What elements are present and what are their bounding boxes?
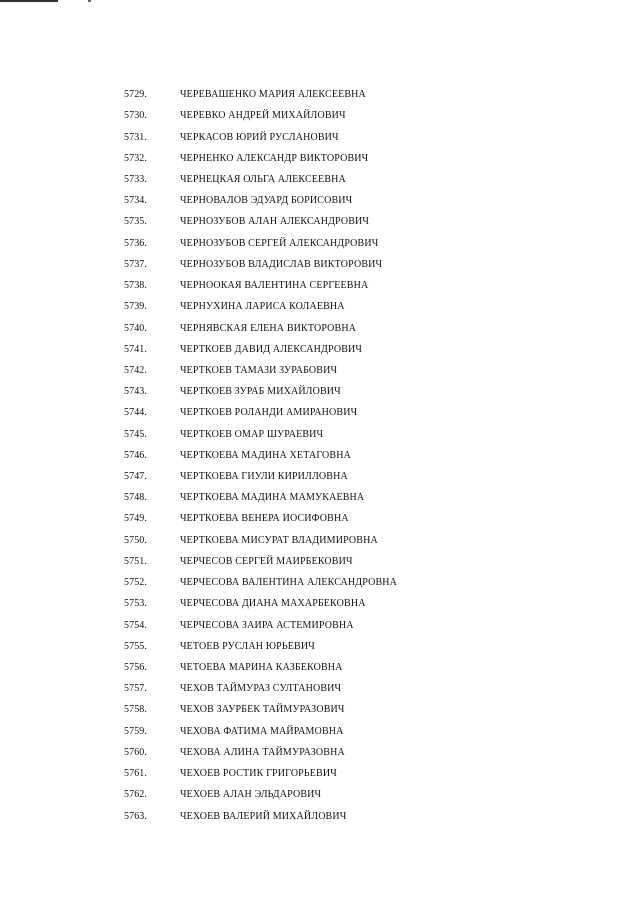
entry-name: ЧЕРНООКАЯ ВАЛЕНТИНА СЕРГЕЕВНА [180, 280, 369, 292]
entry-number: 5751. [124, 555, 147, 567]
entry-number: 5763. [124, 810, 147, 822]
list-item [124, 593, 544, 614]
list-item [124, 466, 544, 487]
list-item [124, 572, 544, 593]
entry-number: 5740. [124, 322, 147, 334]
list-item [124, 784, 544, 805]
entry-number: 5755. [124, 640, 147, 652]
list-item [124, 105, 544, 126]
entry-name: ЧЕХОВ ТАЙМУРАЗ СУЛТАНОВИЧ [180, 683, 342, 695]
entry-name: ЧЕРЕВАШЕНКО МАРИЯ АЛЕКСЕЕВНА [180, 89, 366, 101]
list-item [124, 148, 544, 169]
list-item [124, 211, 544, 232]
list-item [124, 381, 544, 402]
entry-number: 5747. [124, 471, 147, 483]
entry-number: 5739. [124, 301, 147, 313]
entry-number: 5745. [124, 428, 147, 440]
entry-name: ЧЕРЧЕСОВА ДИАНА МАХАРБЕКОВНА [180, 598, 366, 610]
entry-name: ЧЕРЧЕСОВ СЕРГЕЙ МАИРБЕКОВИЧ [180, 555, 353, 567]
scan-edge-mark [0, 0, 58, 2]
entry-number: 5753. [124, 598, 147, 610]
list-item [124, 721, 544, 742]
entry-name: ЧЕРТКОЕВ ЗУРАБ МИХАЙЛОВИЧ [180, 386, 341, 398]
entry-name: ЧЕРНЕНКО АЛЕКСАНДР ВИКТОРОВИЧ [180, 152, 369, 164]
entry-number: 5735. [124, 216, 147, 228]
list-item [124, 424, 544, 445]
entry-number: 5761. [124, 768, 147, 780]
entry-number: 5742. [124, 364, 147, 376]
list-item [124, 169, 544, 190]
entry-number: 5750. [124, 534, 147, 546]
list-item [124, 551, 544, 572]
entry-name: ЧЕРТКОЕВ ТАМАЗИ ЗУРАБОВИЧ [180, 364, 338, 376]
list-item [124, 614, 544, 635]
list-item [124, 233, 544, 254]
entry-number: 5759. [124, 725, 147, 737]
entry-number: 5757. [124, 683, 147, 695]
entry-name: ЧЕРТКОЕВ ОМАР ШУРАЕВИЧ [180, 428, 324, 440]
list-item [124, 805, 544, 826]
entry-name: ЧЕРКАСОВ ЮРИЙ РУСЛАНОВИЧ [180, 131, 339, 143]
list-item [124, 254, 544, 275]
entry-name: ЧЕРНОЗУБОВ СЕРГЕЙ АЛЕКСАНДРОВИЧ [180, 237, 379, 249]
list-item [124, 360, 544, 381]
entry-number: 5758. [124, 704, 147, 716]
entry-number: 5756. [124, 662, 147, 674]
list-item [124, 678, 544, 699]
list-item [124, 339, 544, 360]
list-item [124, 657, 544, 678]
entry-name: ЧЕХОЕВ АЛАН ЭЛЬДАРОВИЧ [180, 789, 322, 801]
entry-number: 5732. [124, 152, 147, 164]
entry-name: ЧЕРТКОЕВ РОЛАНДИ АМИРАНОВИЧ [180, 407, 358, 419]
entry-name: ЧЕРЧЕСОВА ЗАИРА АСТЕМИРОВНА [180, 619, 354, 631]
entry-name: ЧЕРТКОЕВА ГИУЛИ КИРИЛЛОВНА [180, 471, 348, 483]
entry-number: 5734. [124, 195, 147, 207]
list-item [124, 487, 544, 508]
list-item [124, 445, 544, 466]
entry-name: ЧЕРЕВКО АНДРЕЙ МИХАЙЛОВИЧ [180, 110, 346, 122]
list-item [124, 296, 544, 317]
entry-name: ЧЕРНОЗУБОВ ВЛАДИСЛАВ ВИКТОРОВИЧ [180, 258, 383, 270]
entry-number: 5754. [124, 619, 147, 631]
list-item [124, 126, 544, 147]
entry-name: ЧЕРТКОЕВА МИСУРАТ ВЛАДИМИРОВНА [180, 534, 378, 546]
entry-name: ЧЕРНОВАЛОВ ЭДУАРД БОРИСОВИЧ [180, 195, 353, 207]
entry-name: ЧЕТОЕВА МАРИНА КАЗБЕКОВНА [180, 662, 343, 674]
scan-dot-mark [88, 0, 91, 2]
entry-number: 5746. [124, 449, 147, 461]
list-item [124, 508, 544, 529]
entry-number: 5748. [124, 492, 147, 504]
list-item [124, 742, 544, 763]
entry-name: ЧЕРНЯВСКАЯ ЕЛЕНА ВИКТОРОВНА [180, 322, 357, 334]
entry-number: 5733. [124, 173, 147, 185]
list-item [124, 190, 544, 211]
list-item [124, 530, 544, 551]
entry-number: 5762. [124, 789, 147, 801]
entry-number: 5737. [124, 258, 147, 270]
entry-name: ЧЕХОВА АЛИНА ТАЙМУРАЗОВНА [180, 746, 345, 758]
entry-number: 5730. [124, 110, 147, 122]
entry-number: 5743. [124, 386, 147, 398]
list-item [124, 636, 544, 657]
entry-name: ЧЕРТКОЕВА МАДИНА ХЕТАГОВНА [180, 449, 351, 461]
entry-name: ЧЕХОВ ЗАУРБЕК ТАЙМУРАЗОВИЧ [180, 704, 345, 716]
entry-number: 5738. [124, 280, 147, 292]
entry-name: ЧЕХОЕВ ВАЛЕРИЙ МИХАЙЛОВИЧ [180, 810, 347, 822]
entry-name: ЧЕРЧЕСОВА ВАЛЕНТИНА АЛЕКСАНДРОВНА [180, 577, 398, 589]
list-item [124, 402, 544, 423]
entry-number: 5760. [124, 746, 147, 758]
entry-name: ЧЕРНЕЦКАЯ ОЛЬГА АЛЕКСЕЕВНА [180, 173, 346, 185]
entry-name: ЧЕХОВА ФАТИМА МАЙРАМОВНА [180, 725, 344, 737]
list-item [124, 317, 544, 338]
entry-name: ЧЕРНОЗУБОВ АЛАН АЛЕКСАНДРОВИЧ [180, 216, 370, 228]
list-item [124, 275, 544, 296]
entry-name: ЧЕРТКОЕВА МАДИНА МАМУКАЕВНА [180, 492, 365, 504]
entry-name: ЧЕХОЕВ РОСТИК ГРИГОРЬЕВИЧ [180, 768, 337, 780]
entry-name: ЧЕРТКОЕВА ВЕНЕРА ИОСИФОВНА [180, 513, 349, 525]
entry-number: 5736. [124, 237, 147, 249]
list-item [124, 699, 544, 720]
entry-number: 5749. [124, 513, 147, 525]
entry-number: 5744. [124, 407, 147, 419]
name-list [124, 84, 544, 827]
list-item [124, 763, 544, 784]
entry-number: 5741. [124, 343, 147, 355]
entry-number: 5729. [124, 89, 147, 101]
list-item [124, 84, 544, 105]
entry-name: ЧЕТОЕВ РУСЛАН ЮРЬЕВИЧ [180, 640, 315, 652]
entry-number: 5752. [124, 577, 147, 589]
entry-number: 5731. [124, 131, 147, 143]
entry-name: ЧЕРНУХИНА ЛАРИСА КОЛАЕВНА [180, 301, 345, 313]
entry-name: ЧЕРТКОЕВ ДАВИД АЛЕКСАНДРОВИЧ [180, 343, 363, 355]
